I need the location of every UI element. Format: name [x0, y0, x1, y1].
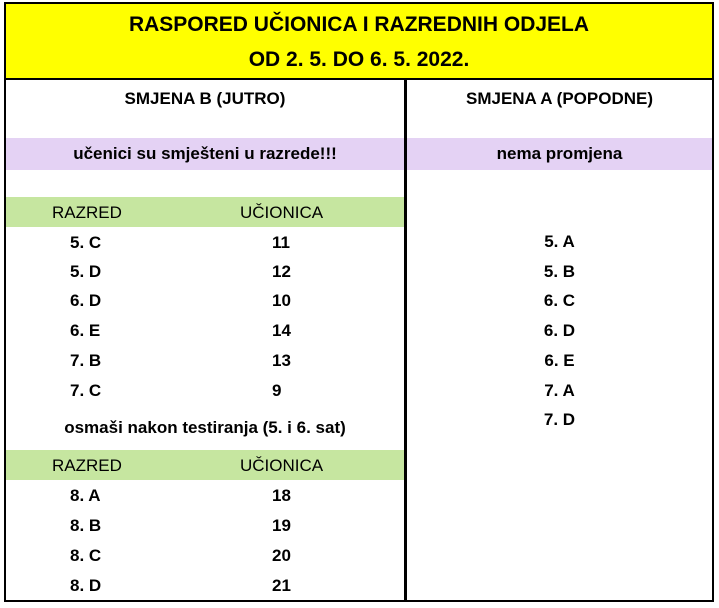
- header-ucionica: UČIONICA: [240, 456, 324, 475]
- header-dates: OD 2. 5. DO 6. 5. 2022.: [248, 48, 470, 71]
- class-cell: 5. D: [70, 262, 102, 281]
- room-cell: 14: [272, 321, 291, 340]
- morning-shift-title: SMJENA B (JUTRO): [124, 89, 286, 108]
- schedule-table: [4, 2, 714, 602]
- class-cell: 6. D: [70, 291, 102, 310]
- class-cell: 5. C: [70, 233, 102, 252]
- room-cell: 13: [272, 351, 291, 370]
- table-header: [6, 4, 712, 80]
- morning-notice: učenici su smješteni u razrede!!!: [6, 138, 404, 170]
- list-item: 6. E: [544, 351, 575, 370]
- class-cell: 8. D: [70, 576, 102, 595]
- class-cell: 8. C: [70, 546, 102, 565]
- afternoon-shift-title: SMJENA A (POPODNE): [465, 89, 654, 108]
- room-cell: 21: [272, 576, 291, 595]
- room-cell: 19: [272, 516, 291, 535]
- afternoon-notice: nema promjena: [407, 138, 712, 170]
- eighth-grade-note: osmaši nakon testiranja (5. i 6. sat): [64, 418, 346, 437]
- header-razred: RAZRED: [52, 203, 122, 222]
- column-headers-2: [6, 450, 404, 480]
- header-ucionica: UČIONICA: [240, 203, 324, 222]
- class-cell: 6. E: [70, 321, 101, 340]
- list-item: 7. A: [544, 381, 575, 400]
- room-cell: 20: [272, 546, 291, 565]
- header-title: RASPORED UČIONICA I RAZREDNIH ODJELA: [128, 13, 590, 36]
- list-item: 5. A: [544, 232, 575, 251]
- header-razred: RAZRED: [52, 456, 122, 475]
- room-cell: 18: [272, 486, 291, 505]
- class-cell: 8. A: [70, 486, 101, 505]
- room-cell: 12: [272, 262, 291, 281]
- list-item: 7. D: [543, 410, 576, 429]
- list-item: 6. D: [543, 321, 576, 340]
- list-item: 5. B: [543, 262, 576, 281]
- class-cell: 7. B: [70, 351, 102, 370]
- room-cell: 9: [272, 381, 282, 400]
- class-cell: 7. C: [70, 381, 102, 400]
- room-cell: 11: [272, 233, 290, 252]
- room-cell: 10: [272, 291, 291, 310]
- column-headers-1: [6, 197, 404, 227]
- list-item: 6. C: [543, 291, 576, 310]
- class-cell: 8. B: [70, 516, 102, 535]
